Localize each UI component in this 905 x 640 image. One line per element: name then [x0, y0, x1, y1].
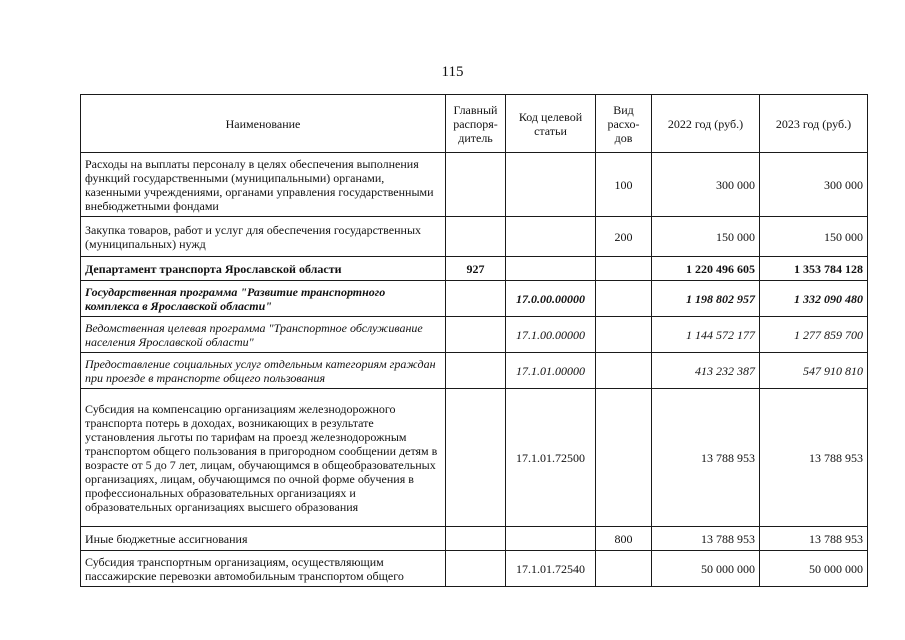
- cell-admin: [446, 527, 506, 551]
- cell-2023: 300 000: [760, 153, 868, 217]
- cell-type: [596, 353, 652, 389]
- cell-2023: 1 277 859 700: [760, 317, 868, 353]
- table-row: [81, 317, 868, 353]
- table-row: [81, 217, 868, 257]
- cell-type: [596, 389, 652, 527]
- cell-2022: 1 220 496 605: [652, 257, 760, 281]
- cell-type: [596, 317, 652, 353]
- table-row: [81, 527, 868, 551]
- cell-type: [596, 281, 652, 317]
- cell-name: Ведомственная целевая программа "Транспортное обслуживание населения Ярославской области": [81, 317, 446, 353]
- header-admin: Главный распоря-дитель: [446, 95, 506, 153]
- cell-2022: 413 232 387: [652, 353, 760, 389]
- page-number: 115: [441, 64, 464, 80]
- cell-code: [506, 153, 596, 217]
- cell-code: [506, 527, 596, 551]
- cell-2022: 13 788 953: [652, 527, 760, 551]
- cell-admin: [446, 389, 506, 527]
- cell-2023: 547 910 810: [760, 353, 868, 389]
- cell-admin: [446, 317, 506, 353]
- table-row: [81, 551, 868, 587]
- table-row: [81, 281, 868, 317]
- cell-2022: 1 198 802 957: [652, 281, 760, 317]
- cell-type: [596, 257, 652, 281]
- cell-type: [596, 551, 652, 587]
- cell-2023: 150 000: [760, 217, 868, 257]
- cell-2022: 13 788 953: [652, 389, 760, 527]
- cell-code: 17.1.01.00000: [506, 353, 596, 389]
- cell-code: 17.1.00.00000: [506, 317, 596, 353]
- cell-2023: 13 788 953: [760, 527, 868, 551]
- cell-type: 100: [596, 153, 652, 217]
- cell-code: 17.1.01.72500: [506, 389, 596, 527]
- header-type: Вид расхо-дов: [596, 95, 652, 153]
- cell-name: Департамент транспорта Ярославской области: [81, 257, 446, 281]
- cell-code: [506, 217, 596, 257]
- cell-2022: 150 000: [652, 217, 760, 257]
- cell-2023: 1 353 784 128: [760, 257, 868, 281]
- cell-2022: 50 000 000: [652, 551, 760, 587]
- cell-code: [506, 257, 596, 281]
- cell-name: Закупка товаров, работ и услуг для обеспечения государственных (муниципальных) нужд: [81, 217, 446, 257]
- table-row: [81, 153, 868, 217]
- table-header-row: [81, 95, 868, 153]
- table-row: [81, 257, 868, 281]
- cell-type: 200: [596, 217, 652, 257]
- cell-code: 17.1.01.72540: [506, 551, 596, 587]
- cell-admin: [446, 353, 506, 389]
- cell-admin: [446, 551, 506, 587]
- table-row: [81, 353, 868, 389]
- header-name: Наименование: [81, 95, 446, 153]
- cell-2023: 50 000 000: [760, 551, 868, 587]
- header-code: Код целевой статьи: [506, 95, 596, 153]
- cell-2023: 1 332 090 480: [760, 281, 868, 317]
- cell-admin: [446, 217, 506, 257]
- cell-name: Расходы на выплаты персоналу в целях обеспечения выполнения функций государственными (муниципальными) органами, казенными учреждениями, органами управления государственными внебюджетными фондами: [81, 153, 446, 217]
- cell-code: 17.0.00.00000: [506, 281, 596, 317]
- cell-name: Субсидия транспортным организациям, осуществляющим пассажирские перевозки автомобильным транспортом общего: [81, 551, 446, 587]
- cell-2023: 13 788 953: [760, 389, 868, 527]
- header-2022: 2022 год (руб.): [652, 95, 760, 153]
- cell-name: Иные бюджетные ассигнования: [81, 527, 446, 551]
- cell-type: 800: [596, 527, 652, 551]
- cell-admin: [446, 153, 506, 217]
- header-2023: 2023 год (руб.): [760, 95, 868, 153]
- budget-table: [80, 94, 868, 587]
- cell-name: Предоставление социальных услуг отдельным категориям граждан при проезде в транспорте общего пользования: [81, 353, 446, 389]
- cell-2022: 300 000: [652, 153, 760, 217]
- cell-admin: [446, 281, 506, 317]
- cell-2022: 1 144 572 177: [652, 317, 760, 353]
- cell-admin: 927: [446, 257, 506, 281]
- cell-name: Субсидия на компенсацию организациям железнодорожного транспорта потерь в доходах, возникающих в результате установления льготы по тарифам на проезд железнодорожным транспортом общего пользования в пригородном сообщении детям в возрасте от 5 до 7 лет, лицам, обучающимся в общеобразовательных организациях, лицам, обучающимся по очной форме обучения в профессиональных образовательных организациях и образовательных организациях высшего образования: [81, 389, 446, 527]
- table-row: [81, 389, 868, 527]
- cell-name: Государственная программа "Развитие транспортного комплекса в Ярославской области": [81, 281, 446, 317]
